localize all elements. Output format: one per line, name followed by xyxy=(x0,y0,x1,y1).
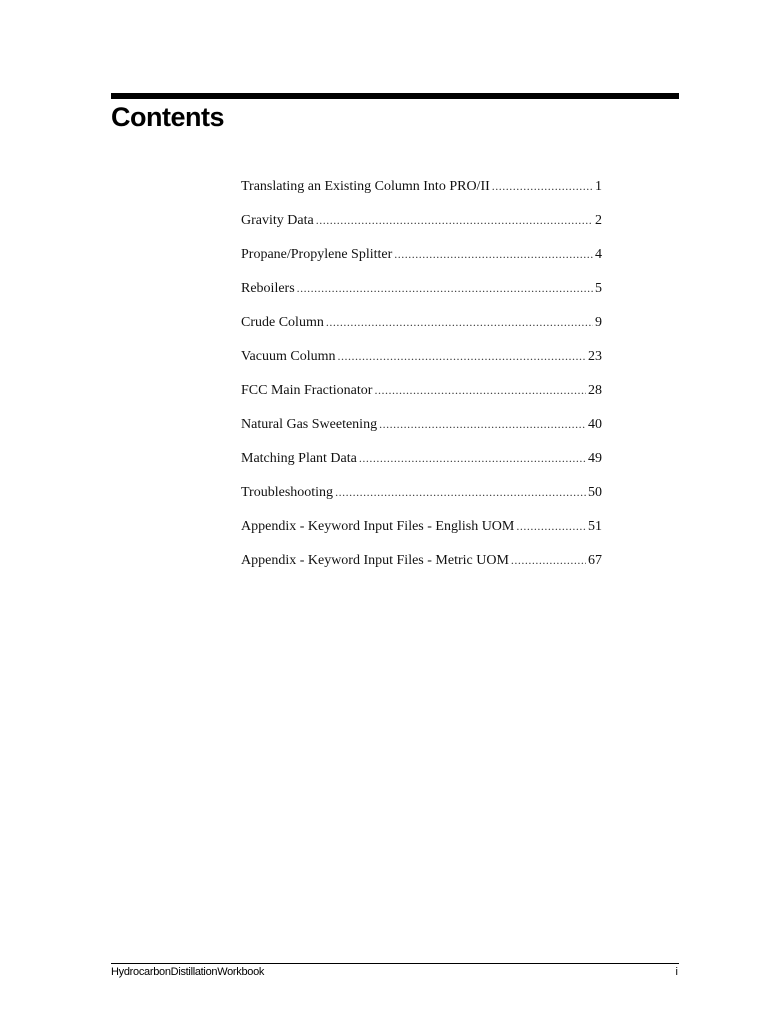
toc-entry-page: 4 xyxy=(595,247,602,262)
toc-entry-page: 9 xyxy=(595,315,602,330)
toc-entry-page: 49 xyxy=(588,451,602,466)
toc-entry-page: 67 xyxy=(588,553,602,568)
toc-entry[interactable] xyxy=(241,315,602,349)
toc-entry[interactable] xyxy=(241,519,602,553)
toc-entry-page: 2 xyxy=(595,213,602,228)
header-rule xyxy=(111,93,679,99)
toc-entry-page: 23 xyxy=(588,349,602,364)
toc-entry[interactable] xyxy=(241,485,602,519)
toc-entry-title: Matching Plant Data xyxy=(241,451,357,466)
toc-entry-title: Translating an Existing Column Into PRO/II xyxy=(241,179,490,194)
toc-entry-title: Propane/Propylene Splitter xyxy=(241,247,393,262)
toc-entry[interactable] xyxy=(241,213,602,247)
footer-document-title: HydrocarbonDistillationWorkbook xyxy=(111,966,265,978)
toc-entry[interactable] xyxy=(241,179,602,213)
toc-entry-title: Appendix - Keyword Input Files - Metric UOM xyxy=(241,553,509,568)
footer-rule xyxy=(111,963,679,964)
toc-dot-leader xyxy=(335,485,586,500)
toc-entry[interactable] xyxy=(241,553,602,587)
toc-entry-title: Vacuum Column xyxy=(241,349,336,364)
toc-entry-title: FCC Main Fractionator xyxy=(241,383,373,398)
toc-entry-title: Natural Gas Sweetening xyxy=(241,417,378,432)
toc-dot-leader xyxy=(338,349,587,364)
toc-entry-page: 51 xyxy=(588,519,602,534)
toc-dot-leader xyxy=(297,281,593,296)
toc-dot-leader xyxy=(326,315,593,330)
footer-page-number: i xyxy=(675,966,678,978)
toc-entry-title: Gravity Data xyxy=(241,213,314,228)
page-title: Contents xyxy=(111,102,224,132)
toc-entry-page: 5 xyxy=(595,281,602,296)
toc-entry-page: 28 xyxy=(588,383,602,398)
toc-entry[interactable] xyxy=(241,247,602,281)
toc-dot-leader xyxy=(374,383,586,398)
table-of-contents xyxy=(241,179,602,587)
toc-entry-title: Reboilers xyxy=(241,281,295,296)
toc-entry[interactable] xyxy=(241,451,602,485)
toc-dot-leader xyxy=(379,417,586,432)
toc-entry-page: 50 xyxy=(588,485,602,500)
toc-entry[interactable] xyxy=(241,281,602,315)
toc-entry[interactable] xyxy=(241,383,602,417)
toc-dot-leader xyxy=(516,519,586,534)
toc-entry-title: Crude Column xyxy=(241,315,324,330)
toc-entry[interactable] xyxy=(241,349,602,383)
toc-dot-leader xyxy=(359,451,586,466)
toc-dot-leader xyxy=(394,247,593,262)
toc-entry[interactable] xyxy=(241,417,602,451)
toc-dot-leader xyxy=(316,213,593,228)
toc-entry-title: Troubleshooting xyxy=(241,485,334,500)
toc-entry-page: 1 xyxy=(595,179,602,194)
toc-dot-leader xyxy=(492,179,593,194)
toc-entry-title: Appendix - Keyword Input Files - English UOM xyxy=(241,519,515,534)
toc-entry-page: 40 xyxy=(588,417,602,432)
toc-dot-leader xyxy=(511,553,586,568)
